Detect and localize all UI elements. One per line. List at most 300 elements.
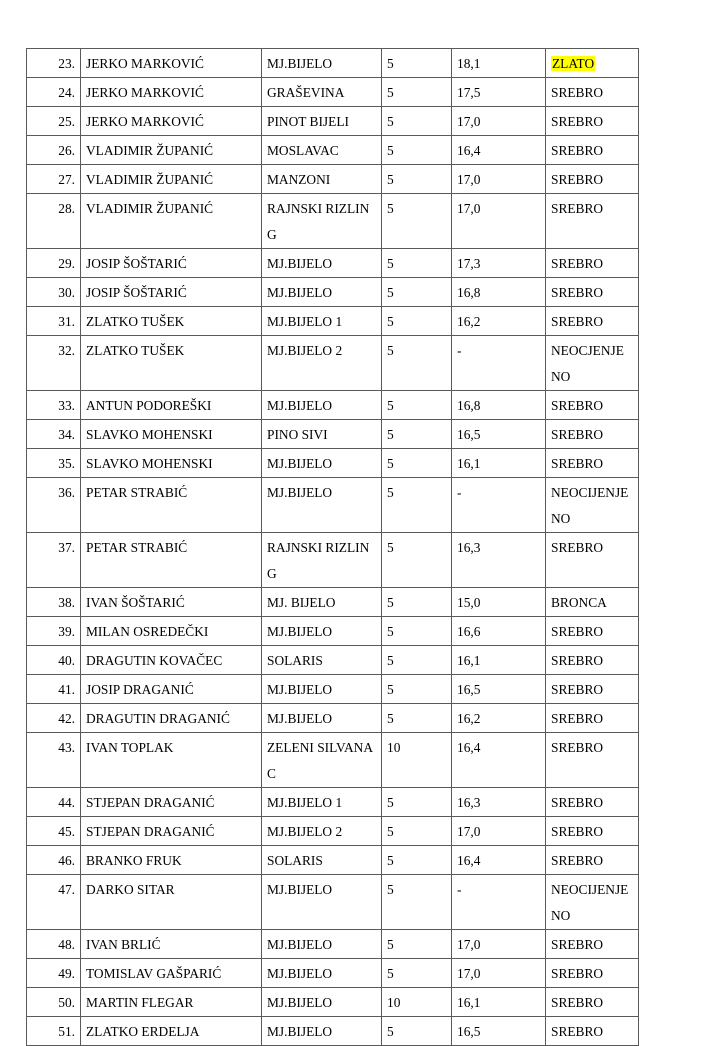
cell-award-text: SREBRO bbox=[551, 172, 604, 187]
cell-quantity-text: 5 bbox=[387, 85, 394, 100]
cell-award-text: SREBRO bbox=[551, 143, 604, 158]
table-row bbox=[27, 646, 639, 675]
cell-quantity-text: 5 bbox=[387, 824, 394, 839]
cell-number bbox=[27, 278, 81, 307]
cell-producer-name bbox=[81, 930, 262, 959]
cell-number bbox=[27, 646, 81, 675]
cell-quantity-text: 5 bbox=[387, 937, 394, 952]
cell-wine-name bbox=[262, 278, 382, 307]
cell-score bbox=[452, 704, 546, 733]
cell-score bbox=[452, 165, 546, 194]
cell-wine-name-text: MJ.BIJELO bbox=[267, 711, 333, 726]
cell-score-text: 17,0 bbox=[457, 114, 481, 129]
cell-producer-name bbox=[81, 391, 262, 420]
cell-quantity bbox=[382, 420, 452, 449]
cell-score-text: 16,4 bbox=[457, 143, 481, 158]
cell-score-text: 16,1 bbox=[457, 456, 481, 471]
cell-number bbox=[27, 704, 81, 733]
cell-award bbox=[546, 930, 639, 959]
cell-wine-name-text: PINOT BIJELI bbox=[267, 114, 349, 129]
cell-score-text: 16,8 bbox=[457, 398, 481, 413]
cell-score bbox=[452, 733, 546, 788]
cell-award-text: SREBRO bbox=[551, 201, 604, 216]
cell-quantity-text: 5 bbox=[387, 256, 394, 271]
cell-producer-name bbox=[81, 533, 262, 588]
cell-quantity bbox=[382, 533, 452, 588]
cell-wine-name-text: MJ.BIJELO bbox=[267, 456, 333, 471]
cell-producer-name bbox=[81, 846, 262, 875]
cell-producer-name bbox=[81, 1017, 262, 1046]
cell-producer-name bbox=[81, 249, 262, 278]
cell-number bbox=[27, 307, 81, 336]
cell-number-text: 48. bbox=[58, 937, 75, 952]
cell-quantity-text: 10 bbox=[387, 995, 401, 1010]
cell-quantity bbox=[382, 675, 452, 704]
cell-wine-name bbox=[262, 194, 382, 249]
cell-award bbox=[546, 617, 639, 646]
cell-producer-name-text: TOMISLAV GAŠPARIĆ bbox=[86, 966, 222, 981]
cell-quantity bbox=[382, 930, 452, 959]
table-row bbox=[27, 49, 639, 78]
cell-award bbox=[546, 391, 639, 420]
cell-producer-name bbox=[81, 278, 262, 307]
cell-score-text: 16,8 bbox=[457, 285, 481, 300]
cell-wine-name-text: MJ.BIJELO 1 bbox=[267, 314, 343, 329]
cell-award bbox=[546, 817, 639, 846]
cell-award bbox=[546, 788, 639, 817]
cell-number bbox=[27, 988, 81, 1017]
cell-number bbox=[27, 1017, 81, 1046]
cell-producer-name-text: IVAN TOPLAK bbox=[86, 740, 174, 755]
cell-quantity bbox=[382, 249, 452, 278]
cell-award bbox=[546, 449, 639, 478]
cell-producer-name-text: MILAN OSREDEČKI bbox=[86, 624, 209, 639]
cell-award bbox=[546, 1017, 639, 1046]
cell-number bbox=[27, 336, 81, 391]
cell-wine-name bbox=[262, 704, 382, 733]
cell-score bbox=[452, 194, 546, 249]
cell-number-text: 38. bbox=[58, 595, 75, 610]
cell-wine-name bbox=[262, 788, 382, 817]
cell-quantity bbox=[382, 646, 452, 675]
cell-number bbox=[27, 449, 81, 478]
cell-wine-name bbox=[262, 533, 382, 588]
cell-quantity bbox=[382, 959, 452, 988]
cell-award bbox=[546, 675, 639, 704]
cell-quantity bbox=[382, 988, 452, 1017]
cell-wine-name bbox=[262, 817, 382, 846]
cell-score bbox=[452, 78, 546, 107]
cell-wine-name bbox=[262, 307, 382, 336]
cell-quantity-text: 5 bbox=[387, 795, 394, 810]
cell-quantity bbox=[382, 449, 452, 478]
cell-wine-name-text: MOSLAVAC bbox=[267, 143, 339, 158]
cell-quantity-text: 5 bbox=[387, 456, 394, 471]
cell-score-text: 16,5 bbox=[457, 682, 481, 697]
cell-award-text: NEOCJENJENO bbox=[551, 343, 624, 384]
cell-producer-name-text: JOSIP ŠOŠTARIĆ bbox=[86, 256, 187, 271]
cell-number bbox=[27, 78, 81, 107]
table-row bbox=[27, 617, 639, 646]
cell-producer-name-text: JERKO MARKOVIĆ bbox=[86, 56, 204, 71]
cell-quantity bbox=[382, 478, 452, 533]
cell-score bbox=[452, 136, 546, 165]
cell-wine-name-text: MJ.BIJELO bbox=[267, 937, 333, 952]
cell-producer-name bbox=[81, 307, 262, 336]
cell-number-text: 39. bbox=[58, 624, 75, 639]
cell-number-text: 23. bbox=[58, 56, 75, 71]
cell-score-text: 16,2 bbox=[457, 314, 481, 329]
cell-quantity-text: 5 bbox=[387, 624, 394, 639]
cell-number bbox=[27, 136, 81, 165]
cell-award-text: SREBRO bbox=[551, 456, 604, 471]
cell-quantity bbox=[382, 78, 452, 107]
cell-award-text: SREBRO bbox=[551, 114, 604, 129]
cell-score-text: 17,0 bbox=[457, 201, 481, 216]
cell-wine-name bbox=[262, 959, 382, 988]
cell-wine-name bbox=[262, 249, 382, 278]
cell-number bbox=[27, 617, 81, 646]
cell-wine-name-text: RAJNSKI RIZLING bbox=[267, 540, 370, 581]
cell-award-text: SREBRO bbox=[551, 1024, 604, 1039]
cell-wine-name bbox=[262, 107, 382, 136]
cell-number-text: 46. bbox=[58, 853, 75, 868]
cell-producer-name bbox=[81, 336, 262, 391]
cell-wine-name-text: MANZONI bbox=[267, 172, 331, 187]
cell-score bbox=[452, 588, 546, 617]
cell-award-text: SREBRO bbox=[551, 285, 604, 300]
cell-producer-name-text: MARTIN FLEGAR bbox=[86, 995, 194, 1010]
cell-number bbox=[27, 846, 81, 875]
cell-number bbox=[27, 391, 81, 420]
cell-wine-name-text: ZELENI SILVANAC bbox=[267, 740, 374, 781]
cell-quantity bbox=[382, 165, 452, 194]
cell-award bbox=[546, 136, 639, 165]
cell-award bbox=[546, 420, 639, 449]
cell-producer-name bbox=[81, 420, 262, 449]
cell-quantity bbox=[382, 704, 452, 733]
cell-award bbox=[546, 78, 639, 107]
cell-wine-name-text: MJ.BIJELO bbox=[267, 882, 333, 897]
cell-award bbox=[546, 704, 639, 733]
cell-quantity-text: 5 bbox=[387, 966, 394, 981]
cell-award-text: SREBRO bbox=[551, 682, 604, 697]
cell-award bbox=[546, 49, 639, 78]
cell-quantity bbox=[382, 1017, 452, 1046]
cell-number-text: 27. bbox=[58, 172, 75, 187]
cell-score-text: 17,0 bbox=[457, 937, 481, 952]
cell-number bbox=[27, 420, 81, 449]
cell-wine-name bbox=[262, 391, 382, 420]
cell-producer-name-text: ANTUN PODOREŠKI bbox=[86, 398, 212, 413]
cell-number-text: 44. bbox=[58, 795, 75, 810]
cell-producer-name bbox=[81, 646, 262, 675]
cell-number bbox=[27, 49, 81, 78]
cell-score-text: - bbox=[457, 485, 462, 500]
cell-wine-name bbox=[262, 646, 382, 675]
table-row bbox=[27, 675, 639, 704]
table-row bbox=[27, 307, 639, 336]
cell-quantity-text: 5 bbox=[387, 427, 394, 442]
table-row bbox=[27, 194, 639, 249]
cell-award-text: SREBRO bbox=[551, 740, 604, 755]
cell-number-text: 25. bbox=[58, 114, 75, 129]
table-row bbox=[27, 733, 639, 788]
cell-quantity bbox=[382, 136, 452, 165]
cell-wine-name-text: MJ. BIJELO bbox=[267, 595, 336, 610]
cell-quantity bbox=[382, 49, 452, 78]
cell-producer-name-text: STJEPAN DRAGANIĆ bbox=[86, 795, 215, 810]
cell-number-text: 32. bbox=[58, 343, 75, 358]
cell-quantity bbox=[382, 788, 452, 817]
table-row bbox=[27, 1017, 639, 1046]
table-row bbox=[27, 875, 639, 930]
cell-number-text: 43. bbox=[58, 740, 75, 755]
cell-score bbox=[452, 1017, 546, 1046]
cell-quantity-text: 5 bbox=[387, 711, 394, 726]
cell-number-text: 41. bbox=[58, 682, 75, 697]
cell-number bbox=[27, 478, 81, 533]
cell-score-text: 16,4 bbox=[457, 740, 481, 755]
cell-award-text: SREBRO bbox=[551, 795, 604, 810]
cell-wine-name bbox=[262, 336, 382, 391]
table-row bbox=[27, 278, 639, 307]
cell-award-text: BRONCA bbox=[551, 595, 607, 610]
cell-score-text: 17,0 bbox=[457, 824, 481, 839]
cell-number bbox=[27, 733, 81, 788]
cell-wine-name bbox=[262, 988, 382, 1017]
cell-producer-name bbox=[81, 988, 262, 1017]
cell-number-text: 37. bbox=[58, 540, 75, 555]
cell-award-text: SREBRO bbox=[551, 624, 604, 639]
cell-score-text: 16,3 bbox=[457, 795, 481, 810]
cell-quantity bbox=[382, 588, 452, 617]
table-row bbox=[27, 959, 639, 988]
cell-score-text: 16,6 bbox=[457, 624, 481, 639]
cell-producer-name bbox=[81, 704, 262, 733]
cell-quantity bbox=[382, 733, 452, 788]
cell-wine-name bbox=[262, 449, 382, 478]
cell-score-text: 16,5 bbox=[457, 1024, 481, 1039]
cell-wine-name-text: SOLARIS bbox=[267, 653, 323, 668]
cell-award bbox=[546, 336, 639, 391]
results-table-body bbox=[27, 49, 639, 1046]
cell-producer-name bbox=[81, 617, 262, 646]
cell-award bbox=[546, 478, 639, 533]
cell-number-text: 35. bbox=[58, 456, 75, 471]
cell-quantity bbox=[382, 846, 452, 875]
cell-award bbox=[546, 959, 639, 988]
cell-score bbox=[452, 788, 546, 817]
cell-quantity-text: 5 bbox=[387, 595, 394, 610]
cell-producer-name bbox=[81, 165, 262, 194]
cell-number-text: 40. bbox=[58, 653, 75, 668]
cell-producer-name bbox=[81, 449, 262, 478]
cell-producer-name-text: VLADIMIR ŽUPANIĆ bbox=[86, 172, 214, 187]
cell-producer-name-text: JERKO MARKOVIĆ bbox=[86, 85, 204, 100]
cell-producer-name-text: VLADIMIR ŽUPANIĆ bbox=[86, 201, 214, 216]
cell-quantity bbox=[382, 875, 452, 930]
table-row bbox=[27, 478, 639, 533]
cell-wine-name-text: MJ.BIJELO bbox=[267, 1024, 333, 1039]
cell-producer-name bbox=[81, 959, 262, 988]
cell-quantity-text: 5 bbox=[387, 882, 394, 897]
cell-award bbox=[546, 107, 639, 136]
cell-producer-name bbox=[81, 478, 262, 533]
cell-score-text: - bbox=[457, 343, 462, 358]
cell-quantity-text: 5 bbox=[387, 343, 394, 358]
cell-award bbox=[546, 733, 639, 788]
cell-score-text: 16,3 bbox=[457, 540, 481, 555]
cell-award bbox=[546, 278, 639, 307]
table-row bbox=[27, 704, 639, 733]
cell-producer-name bbox=[81, 107, 262, 136]
cell-wine-name bbox=[262, 588, 382, 617]
cell-producer-name-text: PETAR STRABIĆ bbox=[86, 540, 188, 555]
cell-number-text: 42. bbox=[58, 711, 75, 726]
cell-wine-name-text: MJ.BIJELO bbox=[267, 285, 333, 300]
cell-score bbox=[452, 420, 546, 449]
cell-score bbox=[452, 817, 546, 846]
cell-producer-name-text: IVAN ŠOŠTARIĆ bbox=[86, 595, 185, 610]
cell-score-text: 16,2 bbox=[457, 711, 481, 726]
cell-award-text: SREBRO bbox=[551, 853, 604, 868]
cell-producer-name-text: PETAR STRABIĆ bbox=[86, 485, 188, 500]
cell-quantity-text: 5 bbox=[387, 653, 394, 668]
cell-award-text: SREBRO bbox=[551, 314, 604, 329]
table-row bbox=[27, 930, 639, 959]
cell-number-text: 47. bbox=[58, 882, 75, 897]
cell-score bbox=[452, 278, 546, 307]
table-row bbox=[27, 249, 639, 278]
cell-producer-name-text: BRANKO FRUK bbox=[86, 853, 182, 868]
table-row bbox=[27, 420, 639, 449]
cell-producer-name-text: VLADIMIR ŽUPANIĆ bbox=[86, 143, 214, 158]
table-row bbox=[27, 817, 639, 846]
cell-wine-name-text: MJ.BIJELO bbox=[267, 56, 333, 71]
cell-score bbox=[452, 49, 546, 78]
cell-wine-name bbox=[262, 617, 382, 646]
cell-quantity-text: 5 bbox=[387, 114, 394, 129]
cell-score bbox=[452, 336, 546, 391]
cell-score bbox=[452, 959, 546, 988]
cell-wine-name-text: PINO SIVI bbox=[267, 427, 328, 442]
cell-award-text: NEOCIJENJENO bbox=[551, 485, 629, 526]
cell-number bbox=[27, 675, 81, 704]
table-row bbox=[27, 165, 639, 194]
cell-wine-name bbox=[262, 875, 382, 930]
cell-number bbox=[27, 249, 81, 278]
table-row bbox=[27, 336, 639, 391]
cell-producer-name-text: STJEPAN DRAGANIĆ bbox=[86, 824, 215, 839]
cell-number bbox=[27, 930, 81, 959]
cell-score bbox=[452, 675, 546, 704]
cell-award-text: SREBRO bbox=[551, 824, 604, 839]
cell-number-text: 33. bbox=[58, 398, 75, 413]
cell-score bbox=[452, 930, 546, 959]
cell-award-text: NEOCIJENJENO bbox=[551, 882, 629, 923]
cell-producer-name-text: DRAGUTIN KOVAČEC bbox=[86, 653, 223, 668]
cell-score bbox=[452, 617, 546, 646]
cell-quantity-text: 5 bbox=[387, 485, 394, 500]
cell-number-text: 36. bbox=[58, 485, 75, 500]
table-row bbox=[27, 988, 639, 1017]
cell-producer-name-text: ZLATKO ERDELJA bbox=[86, 1024, 200, 1039]
cell-wine-name-text: MJ.BIJELO bbox=[267, 256, 333, 271]
cell-wine-name bbox=[262, 420, 382, 449]
cell-producer-name bbox=[81, 875, 262, 930]
cell-producer-name-text: SLAVKO MOHENSKI bbox=[86, 427, 213, 442]
cell-wine-name-text: MJ.BIJELO bbox=[267, 624, 333, 639]
cell-score-text: 17,3 bbox=[457, 256, 481, 271]
cell-award bbox=[546, 533, 639, 588]
cell-award-text: SREBRO bbox=[551, 995, 604, 1010]
results-table bbox=[26, 48, 639, 1046]
cell-wine-name bbox=[262, 78, 382, 107]
cell-number-text: 31. bbox=[58, 314, 75, 329]
cell-producer-name-text: DARKO SITAR bbox=[86, 882, 175, 897]
cell-quantity-text: 5 bbox=[387, 1024, 394, 1039]
cell-number-text: 24. bbox=[58, 85, 75, 100]
cell-producer-name bbox=[81, 588, 262, 617]
cell-producer-name-text: SLAVKO MOHENSKI bbox=[86, 456, 213, 471]
cell-award-text: SREBRO bbox=[551, 398, 604, 413]
cell-producer-name-text: DRAGUTIN DRAGANIĆ bbox=[86, 711, 230, 726]
cell-quantity-text: 10 bbox=[387, 740, 401, 755]
cell-producer-name bbox=[81, 788, 262, 817]
cell-number bbox=[27, 107, 81, 136]
cell-wine-name-text: GRAŠEVINA bbox=[267, 85, 345, 100]
cell-producer-name bbox=[81, 733, 262, 788]
cell-number bbox=[27, 959, 81, 988]
cell-score-text: 17,0 bbox=[457, 172, 481, 187]
cell-score bbox=[452, 107, 546, 136]
table-row bbox=[27, 391, 639, 420]
cell-wine-name bbox=[262, 930, 382, 959]
cell-score-text: - bbox=[457, 882, 462, 897]
cell-award bbox=[546, 646, 639, 675]
table-row bbox=[27, 788, 639, 817]
cell-wine-name bbox=[262, 49, 382, 78]
cell-score bbox=[452, 846, 546, 875]
cell-number-text: 34. bbox=[58, 427, 75, 442]
cell-award-text: SREBRO bbox=[551, 85, 604, 100]
cell-quantity-text: 5 bbox=[387, 853, 394, 868]
cell-score bbox=[452, 533, 546, 588]
cell-award-text: SREBRO bbox=[551, 966, 604, 981]
cell-number-text: 50. bbox=[58, 995, 75, 1010]
cell-quantity-text: 5 bbox=[387, 172, 394, 187]
cell-score bbox=[452, 449, 546, 478]
cell-quantity bbox=[382, 391, 452, 420]
table-row bbox=[27, 846, 639, 875]
cell-quantity-text: 5 bbox=[387, 201, 394, 216]
cell-producer-name bbox=[81, 49, 262, 78]
cell-wine-name-text: MJ.BIJELO bbox=[267, 485, 333, 500]
cell-award bbox=[546, 249, 639, 278]
cell-wine-name-text: MJ.BIJELO bbox=[267, 966, 333, 981]
cell-quantity-text: 5 bbox=[387, 314, 394, 329]
cell-quantity-text: 5 bbox=[387, 143, 394, 158]
table-row bbox=[27, 78, 639, 107]
table-row bbox=[27, 136, 639, 165]
cell-wine-name bbox=[262, 136, 382, 165]
cell-wine-name bbox=[262, 478, 382, 533]
cell-score bbox=[452, 391, 546, 420]
cell-award bbox=[546, 846, 639, 875]
cell-number-text: 51. bbox=[58, 1024, 75, 1039]
cell-wine-name-text: MJ.BIJELO 2 bbox=[267, 343, 343, 358]
